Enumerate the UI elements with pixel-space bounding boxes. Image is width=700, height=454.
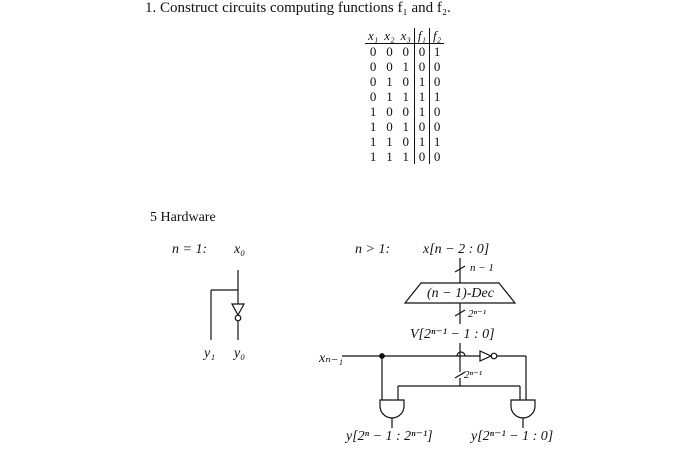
header-f1: f₁ [414,28,429,44]
base-input-label: x₀ [234,242,246,257]
base-case-circuit [211,270,244,340]
table-cell: 0 [402,104,409,119]
table-cell: 0 [402,134,409,149]
table-cell: 0 [386,59,393,74]
table-cell: 1 [430,44,445,60]
table-cell: 1 [402,89,409,104]
table-cell: 1 [369,134,377,149]
table-cell: 0 [402,74,409,89]
base-output-y0: y₀ [234,346,246,361]
table-cell: 1 [430,89,445,104]
inverter-icon [480,351,491,361]
table-cell: 0 [386,104,393,119]
rec-bus-out-width: 2ⁿ⁻¹ [468,308,487,320]
table-cell: 1 [369,149,377,164]
table-cell: 0 [369,44,377,59]
rec-bus-in-width: n − 1 [470,262,494,274]
header-x3: x₃ [398,28,415,44]
table-cell: 0 [414,149,429,164]
table-cell: 1 [386,134,393,149]
section-title: 5 Hardware [150,210,216,225]
table-cell: 0 [430,119,445,134]
table-cell: 1 [402,149,409,164]
base-condition: n = 1: [172,242,208,257]
table-cell: 0 [369,59,377,74]
output-right-label: y[2ⁿ⁻¹ − 1 : 0] [471,429,554,444]
table-cell: 1 [430,134,445,149]
rec-condition: n > 1: [355,242,391,257]
table-cell: 0 [430,74,445,89]
v-bus-label: V[2ⁿ⁻¹ − 1 : 0] [410,327,495,342]
decoder-block [405,283,515,303]
table-cell: 0 [369,89,377,104]
table-cell: 1 [402,59,409,74]
inverter-icon [232,304,244,315]
and-gate-icon [511,400,535,418]
table-cell: 0 [402,44,409,59]
decoder-label: (n − 1)-Dec [427,286,494,301]
table-cell: 0 [430,59,445,74]
table-cell: 1 [386,149,393,164]
header-x1: x₁ [365,28,381,44]
rec-input-label: x[n − 2 : 0] [423,242,490,257]
table-cell: 1 [414,89,429,104]
bus-slash-icon [455,372,465,378]
table-cell: 0 [414,59,429,74]
recursive-case-circuit [342,258,535,428]
table-cell: 1 [414,134,429,149]
output-left-label: y[2ⁿ − 1 : 2ⁿ⁻¹] [346,429,433,444]
table-cell: 1 [414,104,429,119]
table-cell: 0 [430,104,445,119]
x-msb-label: xₙ₋₁ [319,351,344,366]
table-cell: 1 [386,74,393,89]
and-gate-icon [380,400,404,418]
table-cell: 0 [369,74,377,89]
header-x2: x₂ [381,28,397,44]
table-cell: 0 [414,44,429,60]
table-cell: 0 [430,149,445,164]
table-cell: 1 [386,89,393,104]
table-cell: 0 [386,119,393,134]
table-cell: 0 [414,119,429,134]
table-cell: 1 [402,119,409,134]
problem-heading: 1. Construct circuits computing functions f₁ and f₂. [145,0,451,16]
rec-bus-mid-width: 2ⁿ⁻¹ [464,369,483,381]
header-f2: f₂ [430,28,445,44]
base-output-y1: y₁ [204,346,216,361]
table-cell: 1 [369,104,377,119]
table-cell: 0 [386,44,393,59]
table-cell: 1 [414,74,429,89]
table-cell: 1 [369,119,377,134]
